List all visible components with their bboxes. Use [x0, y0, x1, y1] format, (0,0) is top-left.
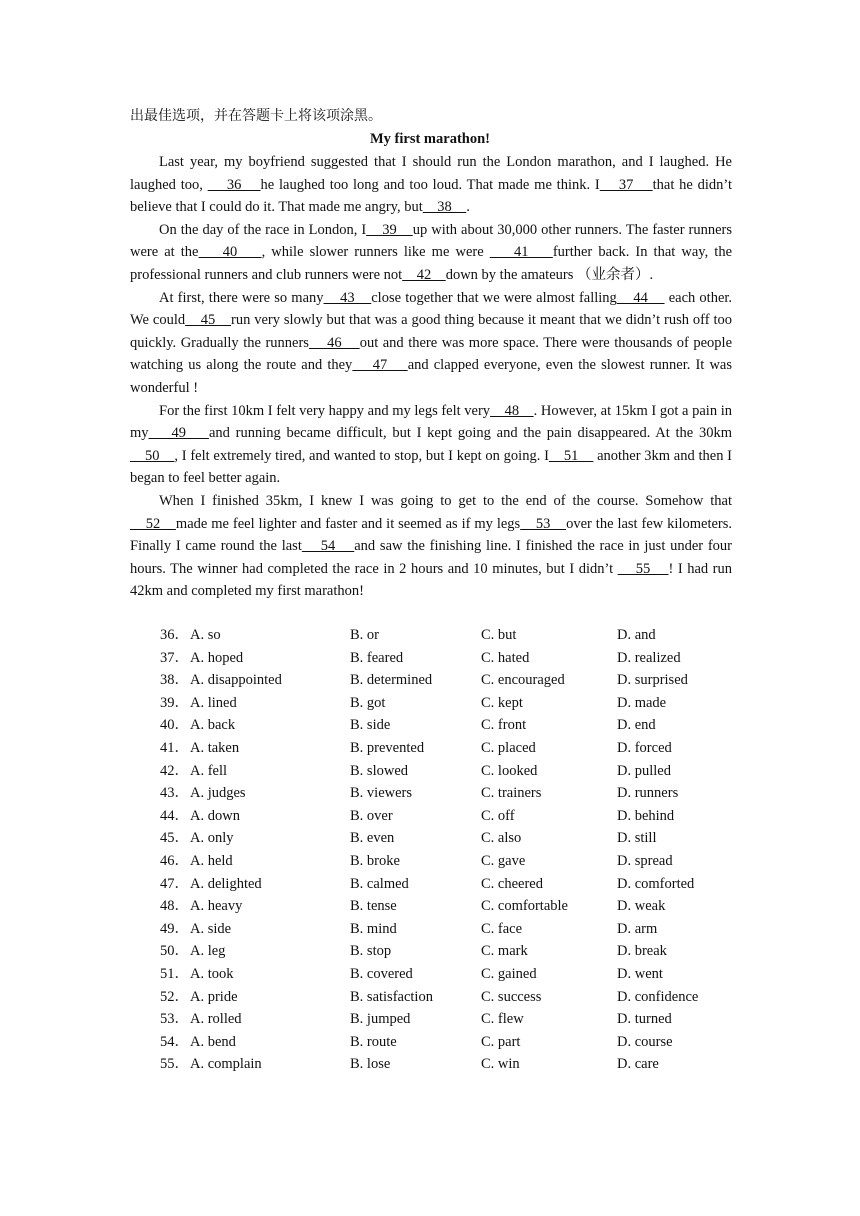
blank-number: 44	[616, 289, 665, 306]
option-d: D. spread	[617, 852, 673, 869]
option-b: B. over	[350, 807, 393, 824]
question-row	[0, 1008, 860, 1031]
blank-number: 53	[520, 515, 567, 532]
blank-number: 36	[207, 176, 261, 193]
question-row	[0, 805, 860, 828]
option-c: C. placed	[481, 739, 536, 756]
option-d: D. turned	[617, 1011, 672, 1028]
option-a: A. fell	[190, 762, 228, 779]
blank-number: 42	[402, 266, 446, 283]
option-a: A. only	[190, 830, 234, 847]
question-number: 53．	[160, 1011, 189, 1028]
question-row	[0, 918, 860, 941]
option-d: D. confidence	[617, 988, 699, 1005]
option-c: C. hated	[481, 649, 530, 666]
question-number: 38．	[160, 672, 189, 689]
option-a: A. complain	[190, 1056, 262, 1073]
option-c: C. kept	[481, 694, 523, 711]
blank-number: 37	[599, 176, 653, 193]
question-number: 54．	[160, 1033, 189, 1050]
question-row	[0, 737, 860, 760]
passage-paragraph	[130, 400, 732, 490]
question-row	[0, 873, 860, 896]
passage-text: further back. In that way, the professional runners and club runners were not	[130, 244, 733, 283]
blank-number: 45	[185, 312, 231, 329]
blank-number: 48	[490, 402, 534, 419]
passage-text: Last year, my boyfriend suggested that I should run the London marathon, and I laughed. He laughed too,	[130, 154, 732, 193]
option-c: C. encouraged	[481, 672, 565, 689]
option-a: A. pride	[190, 988, 238, 1005]
passage-paragraph	[130, 490, 732, 603]
option-c: C. flew	[481, 1011, 524, 1028]
option-a: A. held	[190, 852, 233, 869]
passage-paragraph	[130, 219, 732, 287]
passage-paragraph	[130, 287, 732, 400]
option-b: B. determined	[350, 672, 433, 689]
option-a: A. took	[190, 965, 234, 982]
question-row	[0, 624, 860, 647]
option-d: D. runners	[617, 785, 679, 802]
option-d: D. made	[617, 694, 667, 711]
option-d: D. course	[617, 1033, 673, 1050]
option-b: B. covered	[350, 965, 413, 982]
option-b: B. calmed	[350, 875, 409, 892]
option-c: C. mark	[481, 943, 528, 960]
question-number: 52．	[160, 988, 189, 1005]
option-c: C. front	[481, 717, 527, 734]
option-d: D. surprised	[617, 672, 688, 689]
option-a: A. lined	[190, 694, 237, 711]
passage-text: made me feel lighter and faster and it seemed as if my legs	[175, 515, 521, 532]
passage-text: At first, there were so many	[159, 289, 324, 306]
blank-number: 55	[617, 560, 669, 577]
question-number: 39．	[160, 694, 189, 711]
passage-paragraph	[130, 151, 732, 219]
passage-text: and running became difficult, but I kept going and the pain disappeared. At the 30km	[208, 425, 733, 442]
question-number: 51．	[160, 965, 189, 982]
option-d: D. end	[617, 717, 656, 734]
option-b: B. even	[350, 830, 395, 847]
question-number: 49．	[160, 920, 189, 937]
passage-text: . However, at 15km I got a pain in my	[130, 402, 732, 442]
passage-text: each other. We could	[130, 289, 733, 329]
option-d: D. weak	[617, 898, 666, 915]
option-b: B. side	[350, 717, 391, 734]
option-c: C. also	[481, 830, 522, 847]
passage-text: .	[466, 199, 470, 216]
option-a: A. bend	[190, 1033, 236, 1050]
passage-text: over the last few kilometers. Finally I came round the last	[130, 515, 733, 555]
option-d: D. went	[617, 965, 663, 982]
blank-number: 51	[548, 447, 594, 464]
question-number: 45．	[160, 830, 189, 847]
question-row	[0, 647, 860, 670]
option-b: B. satisfaction	[350, 988, 433, 1005]
question-number: 43．	[160, 785, 189, 802]
option-a: A. rolled	[190, 1011, 242, 1028]
option-b: B. slowed	[350, 762, 408, 779]
question-number: 40．	[160, 717, 189, 734]
option-a: A. heavy	[190, 898, 243, 915]
option-a: A. disappointed	[190, 672, 282, 689]
option-d: D. still	[617, 830, 657, 847]
blank-number: 47	[352, 357, 408, 374]
option-a: A. so	[190, 627, 221, 643]
passage-text: out and there was more space. There were thousands of people watching us along the route and they	[130, 334, 733, 374]
passage-text: On the day of the race in London, I	[159, 221, 367, 238]
question-number: 37．	[160, 649, 189, 666]
option-d: D. behind	[617, 807, 675, 824]
blank-number: 50	[130, 447, 175, 464]
passage	[130, 151, 732, 603]
option-c: C. gave	[481, 852, 526, 869]
option-b: B. got	[350, 694, 386, 711]
passage-text: that he didn’t believe that I could do it. That made me angry, but	[130, 176, 733, 216]
option-b: B. prevented	[350, 739, 425, 756]
option-d: D. and	[617, 627, 656, 643]
question-number: 42．	[160, 762, 189, 779]
passage-text: another 3km and then I began to feel better again.	[130, 447, 733, 487]
blank-number: 43	[323, 289, 372, 306]
passage-text: For the first 10km I felt very happy and my legs felt very	[159, 402, 491, 419]
passage-text: down by the amateurs （业余者）.	[445, 266, 654, 283]
question-number: 50．	[160, 943, 189, 960]
option-a: A. hoped	[190, 649, 244, 666]
passage-title: My first marathon!	[369, 131, 490, 147]
question-number: 55．	[160, 1056, 189, 1073]
option-c: C. face	[481, 920, 523, 937]
passage-text: up with about 30,000 other runners. The faster runners were at the	[130, 221, 733, 261]
option-d: D. forced	[617, 739, 672, 756]
option-b: B. jumped	[350, 1011, 411, 1028]
option-b: B. stop	[350, 943, 392, 960]
question-row	[0, 760, 860, 783]
option-b: B. tense	[350, 898, 397, 915]
option-b: B. broke	[350, 852, 400, 869]
question-row	[0, 1031, 860, 1054]
question-row	[0, 669, 860, 692]
option-b: B. route	[350, 1033, 397, 1050]
option-d: D. arm	[617, 920, 658, 937]
option-b: B. mind	[350, 920, 397, 937]
blank-number: 41	[489, 244, 553, 261]
question-row	[0, 940, 860, 963]
option-d: D. realized	[617, 649, 681, 666]
question-number: 48．	[160, 898, 189, 915]
option-c: C. gained	[481, 965, 537, 982]
question-number: 46．	[160, 852, 189, 869]
option-c: C. comfortable	[481, 898, 568, 915]
passage-text: and saw the finishing line. I finished the race in just under four hours. The winner had completed the race in 2 hours and 10 minutes, but I didn’t	[130, 538, 732, 577]
question-row	[0, 963, 860, 986]
option-c: C. but	[481, 627, 517, 643]
option-a: A. delighted	[190, 875, 262, 892]
option-b: B. viewers	[350, 785, 413, 802]
question-row	[0, 895, 860, 918]
question-row	[0, 692, 860, 715]
question-row	[0, 782, 860, 805]
question-number: 47．	[160, 875, 189, 892]
blank-number: 40	[198, 244, 262, 261]
option-c: C. off	[481, 807, 515, 824]
option-a: A. back	[190, 717, 236, 734]
question-options	[0, 624, 860, 1076]
passage-text: close together that we were almost falling	[371, 289, 617, 306]
passage-text: he laughed too long and too loud. That made me think. I	[260, 176, 600, 193]
option-d: D. care	[617, 1056, 659, 1073]
question-number: 36．	[160, 627, 189, 643]
blank-number: 38	[422, 199, 467, 216]
option-c: C. success	[481, 988, 542, 1005]
question-row	[0, 714, 860, 737]
option-d: D. pulled	[617, 762, 671, 779]
option-b: B. lose	[350, 1056, 391, 1073]
question-number: 44．	[160, 807, 189, 824]
option-a: A. side	[190, 920, 232, 937]
blank-number: 46	[308, 334, 360, 351]
option-c: C. trainers	[481, 785, 542, 802]
option-b: B. or	[350, 627, 379, 643]
blank-number: 54	[301, 538, 355, 555]
option-a: A. leg	[190, 943, 226, 960]
blank-number: 49	[148, 425, 209, 442]
question-row	[0, 827, 860, 850]
question-row	[0, 986, 860, 1009]
option-c: C. cheered	[481, 875, 543, 892]
question-number: 41．	[160, 739, 189, 756]
passage-text: and clapped everyone, even the slowest runner. It was wonderful !	[130, 357, 732, 396]
passage-text: run very slowly but that was a good thing because it meant that we didn’t rush off too quickly. Gradually the runners	[130, 312, 733, 351]
blank-number: 39	[366, 221, 413, 238]
passage-text: , I felt extremely tired, and wanted to stop, but I kept on going. I	[174, 447, 549, 464]
option-a: A. judges	[190, 785, 246, 802]
option-d: D. comforted	[617, 875, 695, 892]
option-a: A. taken	[190, 739, 240, 756]
passage-text: , while slower runners like me were	[261, 244, 490, 261]
blank-number: 52	[130, 515, 176, 532]
question-row	[0, 1053, 860, 1076]
passage-text: When I finished 35km, I knew I was going to get to the end of the course. Somehow that	[159, 492, 732, 509]
option-a: A. down	[190, 807, 240, 824]
instruction-text: 出最佳选项，并在答题卡上将该项涂黑。	[130, 109, 382, 124]
question-row	[0, 850, 860, 873]
option-b: B. feared	[350, 649, 404, 666]
option-c: C. looked	[481, 762, 538, 779]
option-d: D. break	[617, 943, 667, 960]
option-c: C. win	[481, 1056, 520, 1073]
passage-text: ! I had run 42km and completed my first marathon!	[130, 560, 733, 600]
option-c: C. part	[481, 1033, 521, 1050]
